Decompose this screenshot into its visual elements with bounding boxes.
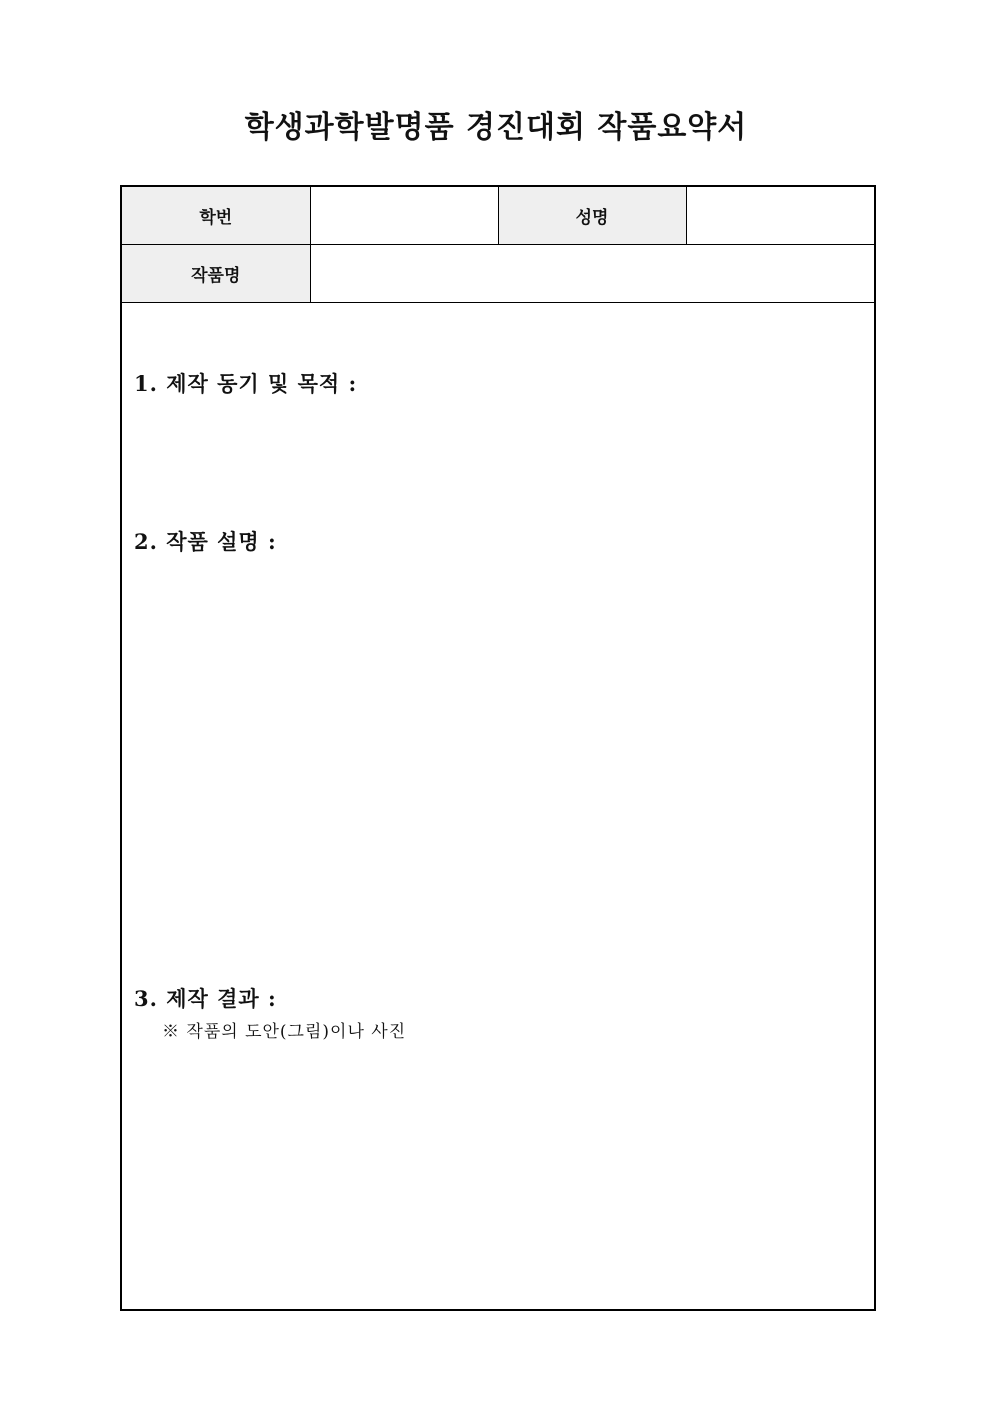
student-id-label: 학번 xyxy=(122,187,310,245)
header-row-1 xyxy=(122,187,874,245)
section-motivation-heading: 1. 제작 동기 및 목적 : xyxy=(134,371,358,396)
section-result-note: ※ 작품의 도안(그림)이나 사진 xyxy=(162,1022,407,1042)
work-title-field[interactable] xyxy=(310,245,874,303)
section-description-heading: 2. 작품 설명 : xyxy=(134,529,277,554)
header-row-2 xyxy=(122,245,874,303)
document-title: 학생과학발명품 경진대회 작품요약서 xyxy=(244,110,748,145)
section-result-heading: 3. 제작 결과 : xyxy=(134,986,277,1011)
header-table xyxy=(122,187,874,303)
name-field[interactable] xyxy=(686,187,874,245)
work-title-label: 작품명 xyxy=(122,245,310,303)
summary-form xyxy=(120,185,876,1311)
name-label: 성명 xyxy=(498,187,686,245)
student-id-field[interactable] xyxy=(310,187,498,245)
